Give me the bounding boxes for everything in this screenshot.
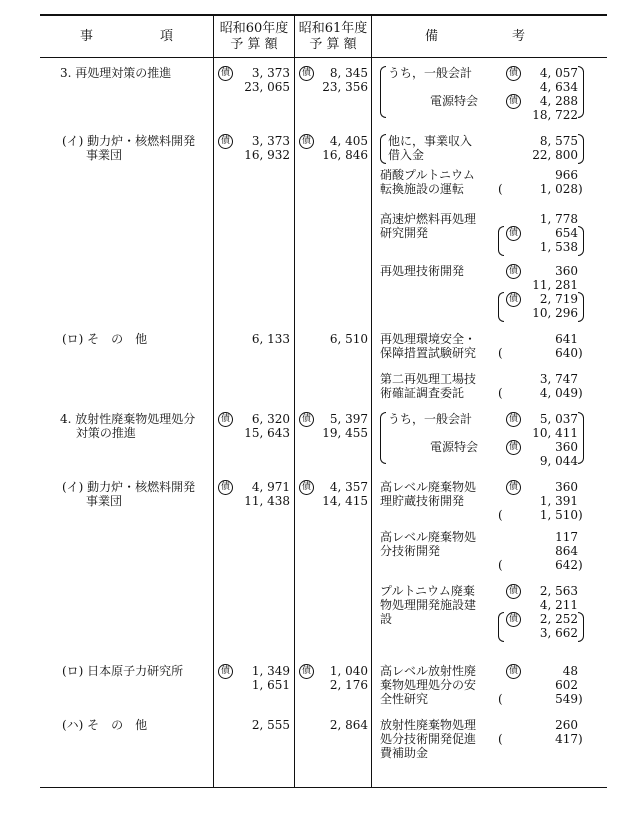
row1-val-2: 4, 634 bbox=[539, 80, 578, 94]
row1-b60-a: 3, 373 bbox=[251, 66, 290, 80]
row5-val-2: 11, 281 bbox=[532, 278, 578, 292]
row8-note-a: うち，一般会計 bbox=[388, 412, 473, 426]
row2-item: (イ) 動力炉・核燃料開発 事業団 bbox=[62, 134, 196, 162]
open-paren: ( bbox=[498, 508, 503, 522]
row13-note: 放射性廃棄物処理 処分技術開発促進 費補助金 bbox=[380, 718, 477, 760]
row8-note-b: 電源特会 bbox=[430, 440, 479, 454]
header-60-line2: 予 算 額 bbox=[230, 37, 278, 52]
row4-val-2: 654 bbox=[555, 226, 578, 240]
row2-b60-b: 16, 932 bbox=[244, 148, 290, 162]
row6-item: (ロ) そ の 他 bbox=[62, 332, 148, 346]
bottom-rule bbox=[40, 787, 607, 788]
left-brace bbox=[498, 292, 504, 322]
bond-mark-icon: 債 bbox=[299, 480, 314, 495]
header-item-left: 事 bbox=[80, 29, 94, 44]
bond-mark-icon: 債 bbox=[218, 66, 233, 81]
header-note-right: 考 bbox=[512, 29, 526, 44]
bond-mark-icon: 債 bbox=[299, 664, 314, 679]
row2-b61-b: 16, 846 bbox=[322, 148, 368, 162]
row3-val-1: 966 bbox=[555, 168, 578, 182]
row10-val-2: 864 bbox=[555, 544, 578, 558]
row2-b61-a: 4, 405 bbox=[329, 134, 368, 148]
header-item-right: 項 bbox=[160, 29, 174, 44]
row13-b61: 2, 864 bbox=[329, 718, 368, 732]
row3-note: 硝酸プルトニウム 転換施設の運転 bbox=[380, 168, 475, 196]
left-brace bbox=[380, 134, 386, 164]
row6-note: 再処理環境安全・ 保障措置試験研究 bbox=[380, 332, 477, 360]
left-brace bbox=[498, 226, 504, 256]
row1-val-3: 4, 288 bbox=[539, 94, 578, 108]
right-brace bbox=[578, 226, 584, 256]
right-brace bbox=[578, 292, 584, 322]
row9-item: (イ) 動力炉・核燃料開発 事業団 bbox=[62, 480, 196, 508]
row1-note-a: うち，一般会計 bbox=[388, 66, 473, 80]
bond-mark-icon: 債 bbox=[506, 584, 521, 599]
row1-note-b: 電源特会 bbox=[430, 94, 479, 108]
bond-mark-icon: 債 bbox=[218, 664, 233, 679]
header-note-left: 備 bbox=[425, 29, 439, 44]
row8-item: 4. 放射性廃棄物処理処分 対策の推進 bbox=[60, 412, 196, 440]
row1-item: 3. 再処理対策の推進 bbox=[60, 66, 172, 80]
open-paren: ( bbox=[498, 692, 503, 706]
bond-mark-icon: 債 bbox=[506, 612, 521, 627]
row1-b61-b: 23, 356 bbox=[322, 80, 368, 94]
row1-val-1: 4, 057 bbox=[539, 66, 578, 80]
row4-val-1: 1, 778 bbox=[539, 212, 578, 226]
open-paren: ( bbox=[498, 558, 503, 572]
row5-val-3: 2, 719 bbox=[539, 292, 578, 306]
row7-note: 第二再処理工場技 術確証調査委託 bbox=[380, 372, 477, 400]
row1-b61-a: 8, 345 bbox=[329, 66, 368, 80]
row10-val-1: 117 bbox=[555, 530, 578, 544]
row12-note: 高レベル放射性廃 棄物処理処分の安 全性研究 bbox=[380, 664, 477, 706]
row8-val-1: 5, 037 bbox=[539, 412, 578, 426]
row6-b60: 6, 133 bbox=[251, 332, 290, 346]
row4-val-3: 1, 538 bbox=[539, 240, 578, 254]
row8-b61-a: 5, 397 bbox=[329, 412, 368, 426]
col-divider-3 bbox=[371, 14, 372, 788]
header-60-line1: 昭和60年度 bbox=[219, 21, 289, 36]
row12-b60-b: 1, 651 bbox=[251, 678, 290, 692]
close-paren: ) bbox=[578, 346, 583, 360]
right-brace bbox=[578, 412, 584, 464]
row2-note: 他に，事業収入 借入金 bbox=[388, 134, 473, 162]
bond-mark-icon: 債 bbox=[506, 94, 521, 109]
row6-val-2: 640 bbox=[555, 346, 578, 360]
row8-b60-b: 15, 643 bbox=[244, 426, 290, 440]
bond-mark-icon: 債 bbox=[506, 664, 521, 679]
row1-b60-b: 23, 065 bbox=[244, 80, 290, 94]
row12-item: (ロ) 日本原子力研究所 bbox=[62, 664, 184, 678]
bond-mark-icon: 債 bbox=[506, 226, 521, 241]
row12-val-1: 48 bbox=[562, 664, 578, 678]
right-brace bbox=[578, 134, 584, 164]
row5-val-4: 10, 296 bbox=[532, 306, 578, 320]
bond-mark-icon: 債 bbox=[218, 134, 233, 149]
right-brace bbox=[578, 66, 584, 118]
row5-note: 再処理技術開発 bbox=[380, 264, 465, 278]
left-brace bbox=[380, 412, 386, 464]
row9-b60-a: 4, 971 bbox=[251, 480, 290, 494]
bond-mark-icon: 債 bbox=[218, 412, 233, 427]
bond-mark-icon: 債 bbox=[506, 66, 521, 81]
row2-val-2: 22, 800 bbox=[532, 148, 578, 162]
left-brace bbox=[380, 66, 386, 118]
col-divider-2 bbox=[294, 14, 295, 788]
open-paren: ( bbox=[498, 182, 503, 196]
row9-val-1: 360 bbox=[555, 480, 578, 494]
row3-val-2: 1, 028 bbox=[539, 182, 578, 196]
top-rule bbox=[40, 14, 607, 16]
bond-mark-icon: 債 bbox=[299, 134, 314, 149]
row7-val-2: 4, 049 bbox=[539, 386, 578, 400]
row11-val-3: 2, 252 bbox=[539, 612, 578, 626]
col-divider-1 bbox=[213, 14, 214, 788]
close-paren: ) bbox=[578, 182, 583, 196]
header-61-line2: 予 算 額 bbox=[309, 37, 357, 52]
header-61-line1: 昭和61年度 bbox=[298, 21, 368, 36]
row9-note: 高レベル廃棄物処 理貯蔵技術開発 bbox=[380, 480, 477, 508]
bond-mark-icon: 債 bbox=[299, 66, 314, 81]
bond-mark-icon: 債 bbox=[506, 480, 521, 495]
row13-item: (ハ) そ の 他 bbox=[62, 718, 148, 732]
row9-b60-b: 11, 438 bbox=[244, 494, 290, 508]
row9-val-2: 1, 391 bbox=[539, 494, 578, 508]
row4-note: 高速炉燃料再処理 研究開発 bbox=[380, 212, 477, 240]
row12-b61-b: 2, 176 bbox=[329, 678, 368, 692]
row9-b61-a: 4, 357 bbox=[329, 480, 368, 494]
row1-val-4: 18, 722 bbox=[532, 108, 578, 122]
row5-val-1: 360 bbox=[555, 264, 578, 278]
row8-val-4: 9, 044 bbox=[539, 454, 578, 468]
bond-mark-icon: 債 bbox=[506, 440, 521, 455]
close-paren: ) bbox=[578, 692, 583, 706]
row9-b61-b: 14, 415 bbox=[322, 494, 368, 508]
row8-val-3: 360 bbox=[555, 440, 578, 454]
bond-mark-icon: 債 bbox=[506, 412, 521, 427]
bond-mark-icon: 債 bbox=[506, 264, 521, 279]
row11-val-1: 2, 563 bbox=[539, 584, 578, 598]
bond-mark-icon: 債 bbox=[299, 412, 314, 427]
row13-b60: 2, 555 bbox=[251, 718, 290, 732]
left-brace bbox=[498, 612, 504, 642]
row6-b61: 6, 510 bbox=[329, 332, 368, 346]
close-paren: ) bbox=[578, 508, 583, 522]
open-paren: ( bbox=[498, 732, 503, 746]
row8-b60-a: 6, 320 bbox=[251, 412, 290, 426]
close-paren: ) bbox=[578, 558, 583, 572]
bond-mark-icon: 債 bbox=[506, 292, 521, 307]
row6-val-1: 641 bbox=[555, 332, 578, 346]
row9-val-3: 1, 510 bbox=[539, 508, 578, 522]
close-paren: ) bbox=[578, 386, 583, 400]
bond-mark-icon: 債 bbox=[218, 480, 233, 495]
close-paren: ) bbox=[578, 732, 583, 746]
row7-val-1: 3, 747 bbox=[539, 372, 578, 386]
row10-note: 高レベル廃棄物処 分技術開発 bbox=[380, 530, 477, 558]
row13-val-1: 260 bbox=[555, 718, 578, 732]
row2-val-1: 8, 575 bbox=[539, 134, 578, 148]
row13-val-2: 417 bbox=[555, 732, 578, 746]
row12-val-3: 549 bbox=[555, 692, 578, 706]
row10-val-3: 642 bbox=[555, 558, 578, 572]
open-paren: ( bbox=[498, 346, 503, 360]
row11-val-2: 4, 211 bbox=[539, 598, 578, 612]
row11-val-4: 3, 662 bbox=[539, 626, 578, 640]
row12-b61-a: 1, 040 bbox=[329, 664, 368, 678]
row2-b60-a: 3, 373 bbox=[251, 134, 290, 148]
row8-val-2: 10, 411 bbox=[532, 426, 578, 440]
row8-b61-b: 19, 455 bbox=[322, 426, 368, 440]
header-rule bbox=[40, 57, 607, 58]
row12-b60-a: 1, 349 bbox=[251, 664, 290, 678]
row11-note: プルトニウム廃棄 物処理開発施設建 設 bbox=[380, 584, 477, 626]
open-paren: ( bbox=[498, 386, 503, 400]
right-brace bbox=[578, 612, 584, 642]
row12-val-2: 602 bbox=[555, 678, 578, 692]
